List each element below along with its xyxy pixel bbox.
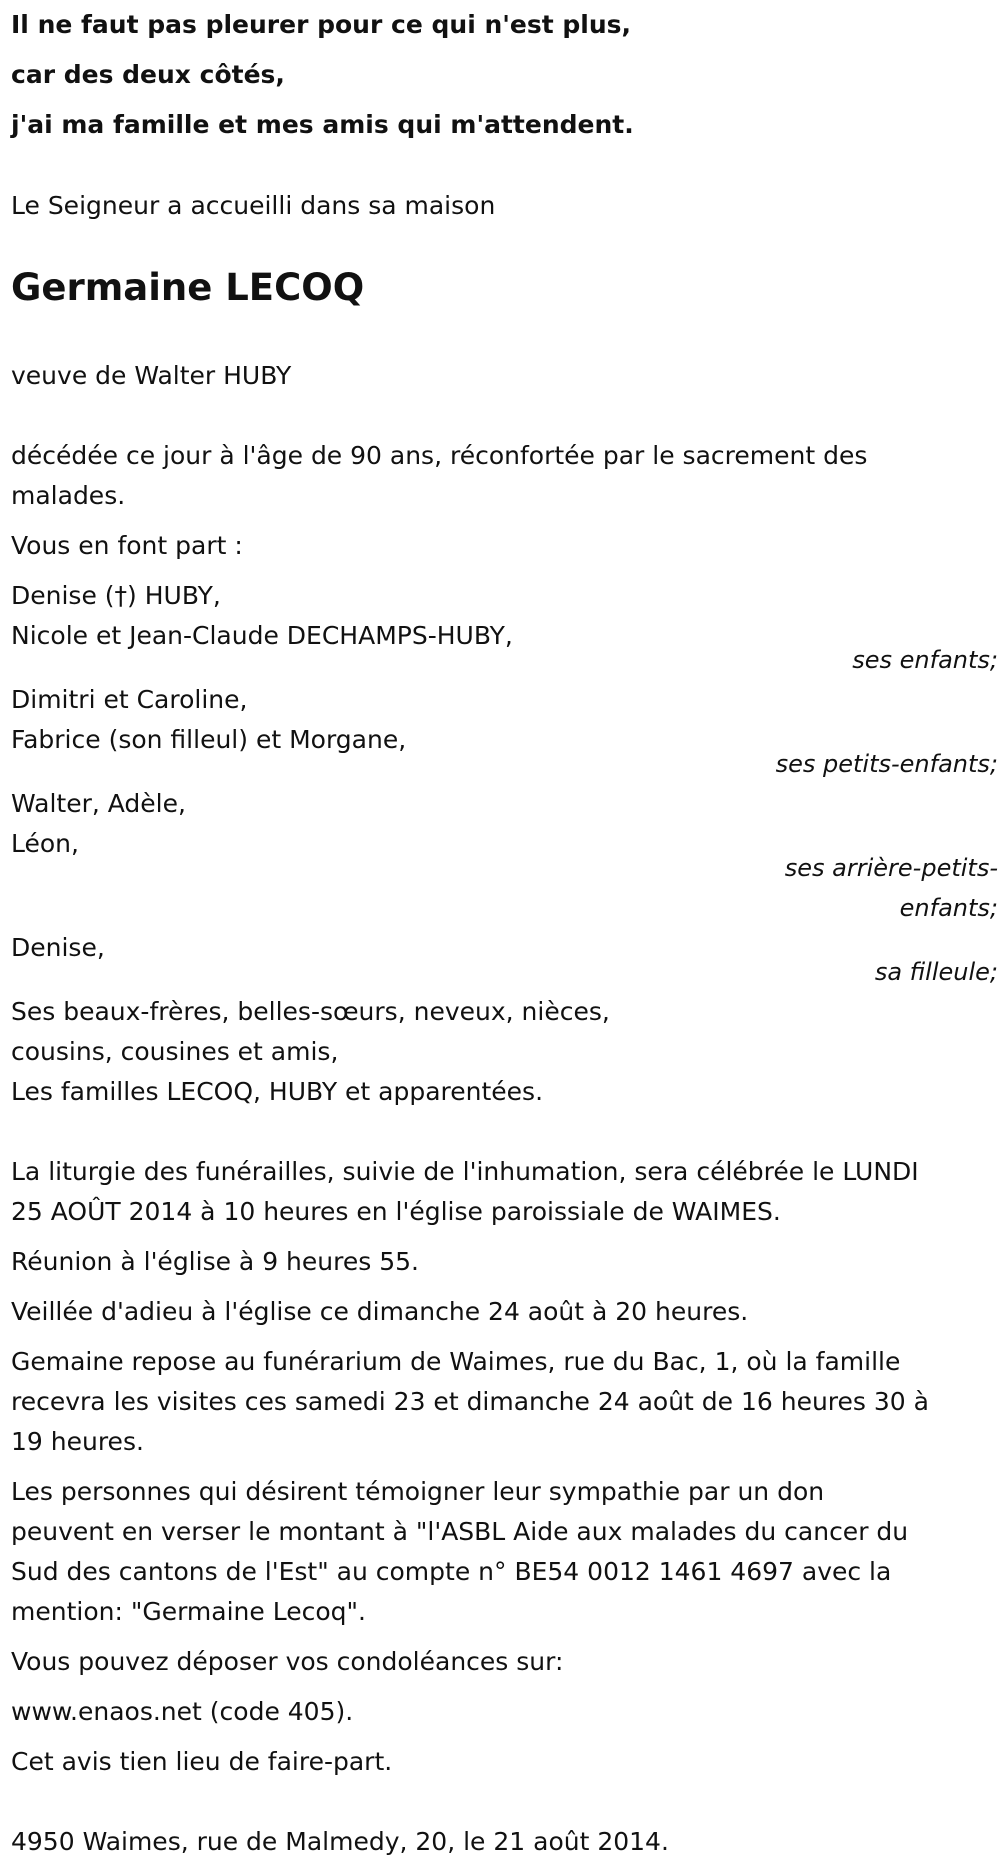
great-grandchildren-line-2: Léon, bbox=[11, 829, 79, 858]
great-grandchildren-label-2: enfants; bbox=[899, 894, 998, 922]
grandchildren-line-1: Dimitri et Caroline, bbox=[11, 685, 248, 714]
donation-line-2: peuvent en verser le montant à "l'ASBL Aide aux malades du cancer du bbox=[11, 1517, 909, 1546]
notice-text: Cet avis tien lieu de faire-part. bbox=[11, 1747, 393, 1776]
great-grandchildren-line-1: Walter, Adèle, bbox=[11, 789, 186, 818]
children-line-2: Nicole et Jean-Claude DECHAMPS-HUBY, bbox=[11, 621, 513, 650]
funerarium-line-2: recevra les visites ces samedi 23 et dimanche 24 août de 16 heures 30 à bbox=[11, 1387, 929, 1416]
condolences-text: Vous pouvez déposer vos condoléances sur: bbox=[11, 1647, 564, 1676]
address-date: 4950 Waimes, rue de Malmedy, 20, le 21 août 2014. bbox=[11, 1827, 669, 1856]
donation-line-1: Les personnes qui désirent témoigner leur sympathie par un don bbox=[11, 1477, 825, 1506]
great-grandchildren-label-1: ses arrière-petits- bbox=[784, 854, 998, 882]
funerarium-line-1: Gemaine repose au funérarium de Waimes, rue du Bac, 1, où la famille bbox=[11, 1347, 901, 1376]
widow-of: veuve de Walter HUBY bbox=[11, 361, 292, 390]
death-line-1: décédée ce jour à l'âge de 90 ans, réconfortée par le sacrement des bbox=[11, 441, 868, 470]
goddaughter-line-1: Denise, bbox=[11, 933, 105, 962]
funeral-line-2: 25 AOÛT 2014 à 10 heures en l'église paroissiale de WAIMES. bbox=[11, 1197, 781, 1226]
poem-line-1: Il ne faut pas pleurer pour ce qui n'est plus, bbox=[11, 10, 632, 39]
intro-text: Le Seigneur a accueilli dans sa maison bbox=[11, 191, 496, 220]
poem-line-2: car des deux côtés, bbox=[11, 60, 285, 89]
children-line-1-suffix: ) HUBY, bbox=[127, 581, 221, 610]
relatives-line-1: Ses beaux-frères, belles-sœurs, neveux, nièces, bbox=[11, 997, 610, 1026]
poem-line-3: j'ai ma famille et mes amis qui m'attendent. bbox=[11, 110, 634, 139]
funerarium-line-3: 19 heures. bbox=[11, 1427, 144, 1456]
website-link[interactable]: www.enaos.net (code 405). bbox=[11, 1697, 354, 1726]
vigil-text: Veillée d'adieu à l'église ce dimanche 24 août à 20 heures. bbox=[11, 1297, 749, 1326]
grandchildren-line-2: Fabrice (son filleul) et Morgane, bbox=[11, 725, 407, 754]
children-line-1-prefix: Denise ( bbox=[11, 581, 115, 610]
funeral-line-1: La liturgie des funérailles, suivie de l'inhumation, sera célébrée le LUNDI bbox=[11, 1157, 919, 1186]
grandchildren-label: ses petits-enfants; bbox=[775, 750, 998, 778]
death-line-2: malades. bbox=[11, 481, 126, 510]
cross-icon: † bbox=[114, 581, 128, 610]
deceased-name: Germaine LECOQ bbox=[11, 266, 365, 309]
goddaughter-label: sa filleule; bbox=[874, 958, 998, 986]
meeting-text: Réunion à l'église à 9 heures 55. bbox=[11, 1247, 419, 1276]
donation-line-3: Sud des cantons de l'Est" au compte n° BE54 0012 1461 4697 avec la bbox=[11, 1557, 892, 1586]
donation-line-4: mention: "Germaine Lecoq". bbox=[11, 1597, 366, 1626]
children-line-1 bbox=[11, 576, 221, 616]
announce-text: Vous en font part : bbox=[11, 531, 243, 560]
relatives-line-3: Les familles LECOQ, HUBY et apparentées. bbox=[11, 1077, 544, 1106]
children-label: ses enfants; bbox=[852, 646, 998, 674]
relatives-line-2: cousins, cousines et amis, bbox=[11, 1037, 339, 1066]
